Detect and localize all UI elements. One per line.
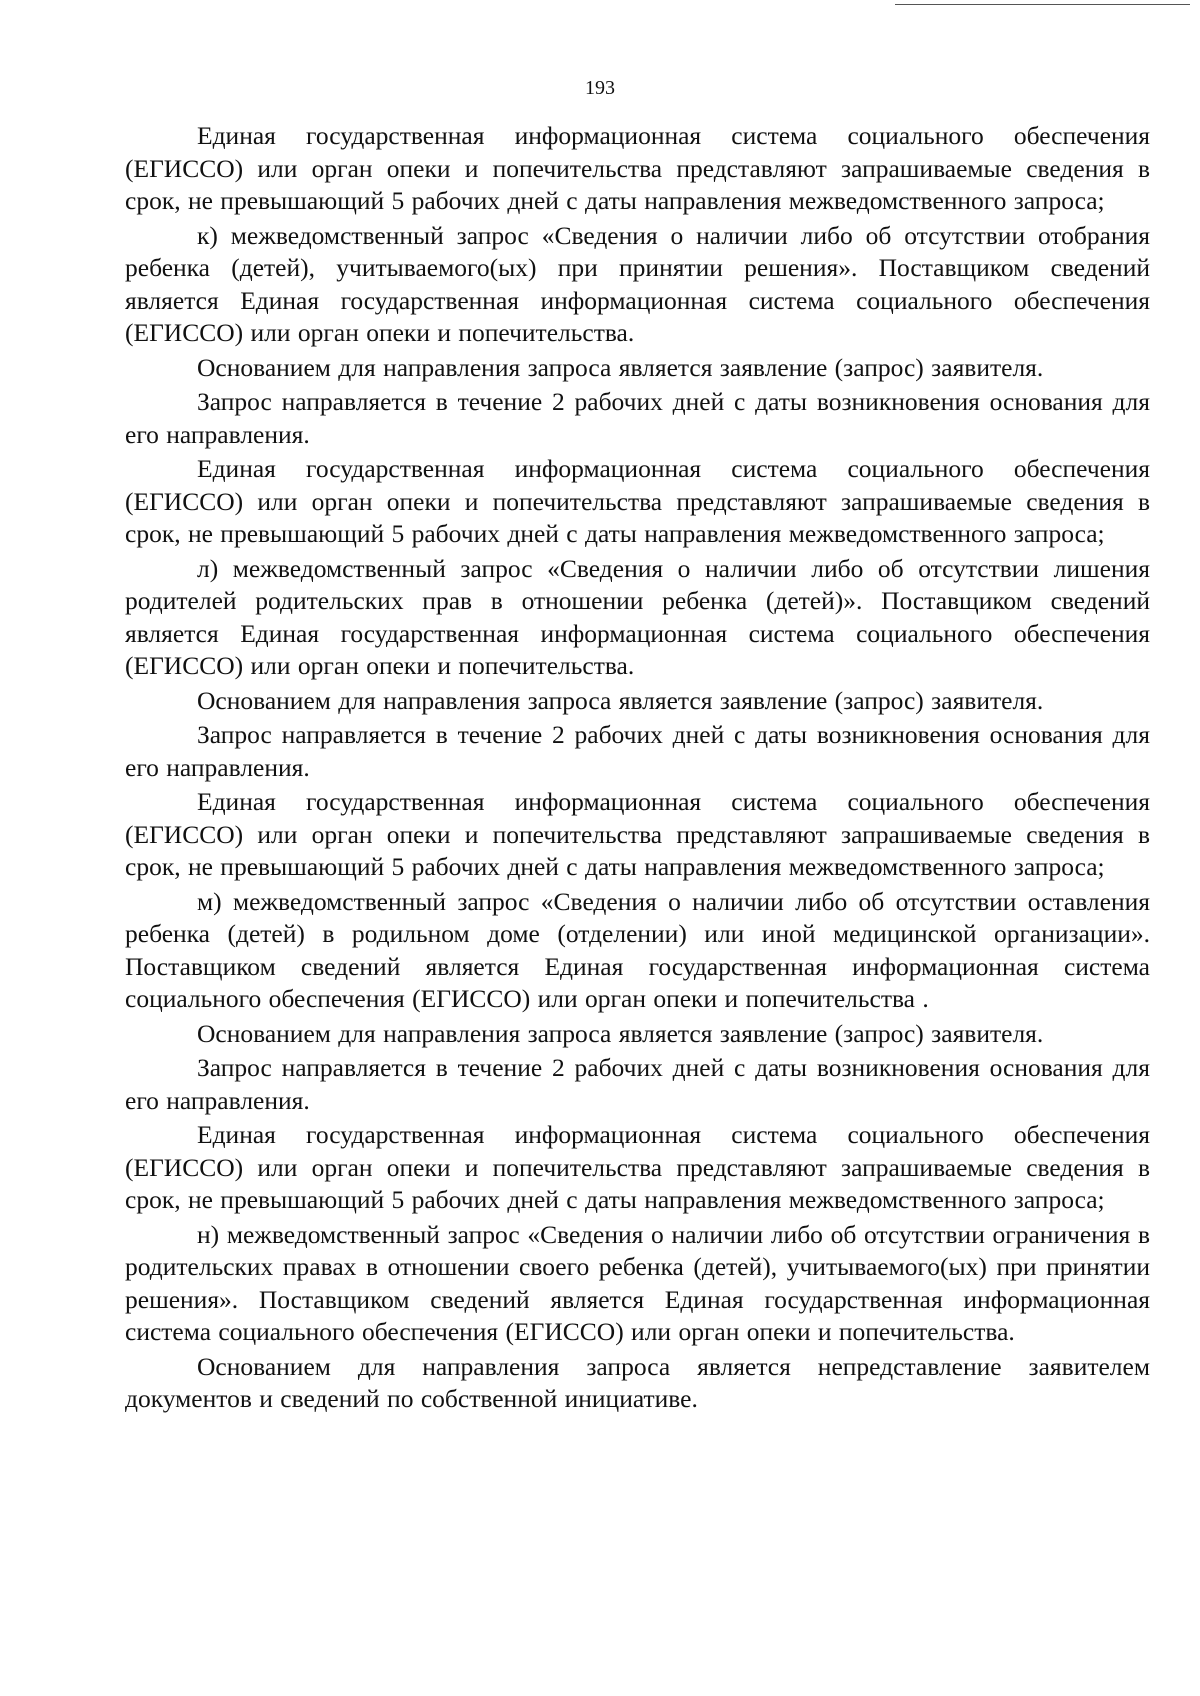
paragraph: Запрос направляется в течение 2 рабочих дней с даты возникновения основания для его направления. [125,387,1150,449]
paragraph: Единая государственная информационная система социального обеспечения (ЕГИССО) или орган опеки и попечительства представляют запрашиваемые сведения в срок, не превышающий 5 рабочих дней с даты направления межведомственного запроса; [125,787,1150,881]
paragraph: к) межведомственный запрос «Сведения о наличии либо об отсутствии отобрания ребенка (детей), учитываемого(ых) при принятии решения». Поставщиком сведений является Единая государственная информационная система социального обеспечения (ЕГИССО) или орган опеки и попечительства. [125,220,1150,347]
paragraph: Единая государственная информационная система социального обеспечения (ЕГИССО) или орган опеки и попечительства представляют запрашиваемые сведения в срок, не превышающий 5 рабочих дней с даты направления межведомственного запроса; [125,454,1150,548]
paragraph: Основанием для направления запроса является заявление (запрос) заявителя. [197,685,1044,715]
paragraph: Основанием для направления запроса является непредставление заявителем документов и сведений по собственной инициативе. [125,1351,1150,1413]
paragraph: Запрос направляется в течение 2 рабочих дней с даты возникновения основания для его направления. [125,1053,1150,1115]
paragraph: Запрос направляется в течение 2 рабочих дней с даты возникновения основания для его направления. [125,720,1150,782]
paragraph: Единая государственная информационная система социального обеспечения (ЕГИССО) или орган опеки и попечительства представляют запрашиваемые сведения в срок, не превышающий 5 рабочих дней с даты направления межведомственного запроса; [125,121,1150,215]
document-body [125,120,1150,1418]
page-number: 193 [585,77,615,99]
paragraph: Единая государственная информационная система социального обеспечения (ЕГИССО) или орган опеки и попечительства представляют запрашиваемые сведения в срок, не превышающий 5 рабочих дней с даты направления межведомственного запроса; [125,1120,1150,1214]
top-rule [895,4,1190,5]
paragraph: л) межведомственный запрос «Сведения о наличии либо об отсутствии лишения родителей родительских прав в отношении ребенка (детей)». Поставщиком сведений является Единая государственная информационная система социального обеспечения (ЕГИССО) или орган опеки и попечительства. [125,553,1150,680]
paragraph: Основанием для направления запроса является заявление (запрос) заявителя. [197,352,1044,382]
paragraph: Основанием для направления запроса является заявление (запрос) заявителя. [197,1018,1044,1048]
paragraph: м) межведомственный запрос «Сведения о наличии либо об отсутствии оставления ребенка (детей) в родильном доме (отделении) или иной медицинской организации». Поставщиком сведений является Единая государственная информационная система социального обеспечения (ЕГИССО) или орган опеки и попечительства . [125,886,1150,1013]
paragraph: н) межведомственный запрос «Сведения о наличии либо об отсутствии ограничения в родительских правах в отношении своего ребенка (детей), учитываемого(ых) при принятии решения». Поставщиком сведений является Единая государственная информационная система социального обеспечения (ЕГИССО) или орган опеки и попечительства. [125,1219,1150,1346]
